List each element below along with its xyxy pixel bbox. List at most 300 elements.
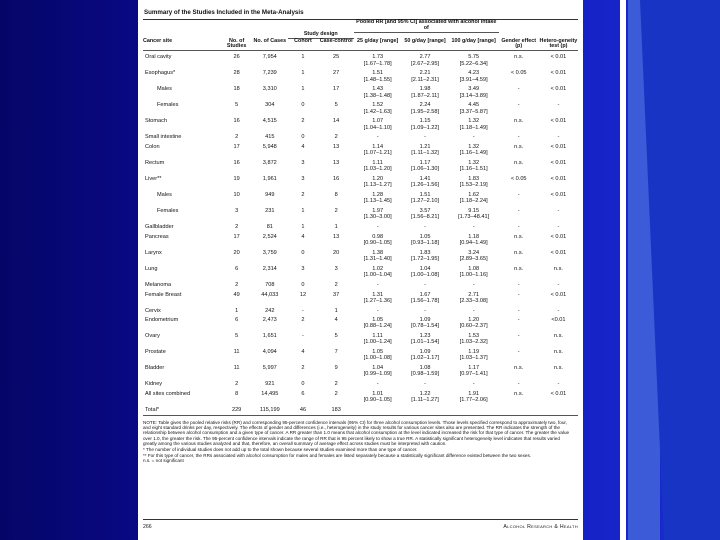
cell-ci-50: [1.02–1.17] <box>411 355 440 362</box>
cell-heterogeneity <box>539 116 578 132</box>
cell-studies-value: 2 <box>235 281 239 288</box>
cell-rr-100 <box>449 158 499 174</box>
cell-cohort-value: 0 <box>301 249 305 256</box>
cell-case-control-value: 2 <box>334 134 338 141</box>
cell-ci-50: [1.72–1.95] <box>411 255 440 262</box>
cell-cohort <box>288 389 319 405</box>
table-row <box>143 158 578 174</box>
cell-rr-100-value: 4.45 <box>468 102 480 109</box>
cell-rr-25 <box>354 248 401 264</box>
cell-heterogeneity <box>539 289 578 305</box>
cell-studies <box>221 232 252 248</box>
cell-cohort-value: 2 <box>301 192 305 199</box>
cell-cohort-value: 3 <box>301 176 305 183</box>
table-row <box>143 347 578 363</box>
bottom-rule <box>143 415 578 416</box>
table-row <box>143 289 578 305</box>
cell-heterogeneity-value: < 0.01 <box>550 176 567 183</box>
cell-rr-50 <box>401 206 448 222</box>
cell-rr-50 <box>401 405 448 415</box>
cell-rr-50 <box>401 389 448 405</box>
cell-rr-100-value: 1.18 <box>468 233 480 240</box>
cell-case-control <box>318 379 354 389</box>
cell-rr-100 <box>449 405 499 415</box>
table-row <box>143 190 578 206</box>
cell-studies-value: 20 <box>233 249 240 256</box>
cell-heterogeneity <box>539 363 578 379</box>
cell-cohort-value: 6 <box>301 391 305 397</box>
cell-case-control-value: 2 <box>334 208 338 215</box>
cell-cohort-value: 0 <box>301 281 305 288</box>
col-50g: 50 g/day [range] <box>404 37 446 44</box>
cell-rr-50-value: 2.24 <box>419 102 431 109</box>
cell-heterogeneity-value: - <box>557 381 560 388</box>
cell-ci-50: [1.27–2.10] <box>411 198 440 205</box>
cell-rr-25-value: 1.11 <box>372 333 383 340</box>
cell-ci-50: [1.56–1.78] <box>411 297 440 304</box>
cell-case-control <box>318 132 354 142</box>
cell-cohort-value: 3 <box>301 265 305 272</box>
cell-ci-100: [1.16–1.51] <box>459 166 488 173</box>
cell-case-control <box>318 315 354 331</box>
cell-case-control <box>318 174 354 190</box>
cell-site-value: Rectum <box>145 160 165 167</box>
cell-rr-100 <box>449 142 499 158</box>
cell-rr-25 <box>354 68 401 84</box>
cell-gender <box>499 405 539 415</box>
cell-rr-100-value: - <box>472 134 475 141</box>
cell-gender-value: < 0.05 <box>510 70 527 77</box>
cell-rr-50-value: 1.23 <box>419 333 431 340</box>
cell-rr-25-value: - <box>376 224 379 230</box>
cell-cases <box>252 142 288 158</box>
cell-cohort-value: 1 <box>301 70 305 77</box>
cell-heterogeneity <box>539 100 578 116</box>
document-page <box>138 0 583 540</box>
cell-rr-50 <box>401 68 448 84</box>
cell-rr-50-value: 1.21 <box>419 144 431 151</box>
cell-rr-50-value: 3.57 <box>419 208 431 215</box>
cell-rr-100-value: 1.83 <box>468 176 480 183</box>
cell-gender <box>499 132 539 142</box>
cell-cases <box>252 389 288 405</box>
cell-gender <box>499 280 539 290</box>
table-row <box>143 116 578 132</box>
cell-heterogeneity <box>539 331 578 347</box>
cell-heterogeneity-value: - <box>557 208 560 215</box>
cell-case-control-value: 3 <box>334 265 338 272</box>
cell-rr-25 <box>354 100 401 116</box>
cell-case-control-value: 1 <box>334 307 338 314</box>
cell-studies-value: 17 <box>233 144 240 151</box>
cell-rr-100 <box>449 379 499 389</box>
cell-rr-100-value: - <box>472 281 475 288</box>
cell-ci-50: [1.56–8.21] <box>411 214 440 221</box>
cell-rr-25 <box>354 190 401 206</box>
cell-case-control <box>318 100 354 116</box>
table-title: Summary of the Studies Included in the Meta-Analysis <box>144 9 304 16</box>
cell-rr-100 <box>449 363 499 379</box>
cell-case-control-value: 2 <box>334 281 338 288</box>
cell-rr-100 <box>449 331 499 347</box>
study-design-header: Study design <box>288 32 354 38</box>
cell-rr-100-value: 1.32 <box>468 160 480 167</box>
cell-gender-value: - <box>517 291 520 298</box>
cell-rr-25-value: 1.38 <box>372 249 384 256</box>
cell-rr-50 <box>401 379 448 389</box>
cell-gender-value: n.s. <box>514 265 524 272</box>
cell-site-value: Pancreas <box>145 233 169 240</box>
cell-ci-100: [1.18–2.24] <box>459 198 488 205</box>
cell-gender-value: n.s. <box>514 249 524 256</box>
cell-rr-25 <box>354 389 401 405</box>
cell-rr-25 <box>354 405 401 415</box>
cell-case-control-value: 8 <box>334 192 338 199</box>
cell-gender-value: n.s. <box>514 160 524 167</box>
cell-site-value: Oral cavity <box>145 54 172 61</box>
cell-cases-value: 7,954 <box>262 54 277 61</box>
cell-cases <box>252 116 288 132</box>
cell-site <box>143 84 221 100</box>
cell-cases <box>252 331 288 347</box>
cell-ci-25: [1.00–1.08] <box>363 355 392 362</box>
cell-ci-50: [1.87–2.11] <box>411 92 439 99</box>
cell-rr-50-value: 1.51 <box>419 192 431 199</box>
cell-rr-100-value: 5.75 <box>468 54 480 61</box>
summary-table <box>143 20 578 414</box>
cell-gender <box>499 389 539 405</box>
cell-cases <box>252 248 288 264</box>
cell-heterogeneity-value: - <box>557 102 560 109</box>
cell-studies <box>221 331 252 347</box>
cell-cohort <box>288 248 319 264</box>
cell-cohort <box>288 84 319 100</box>
cell-rr-50-value: 1.67 <box>419 291 431 298</box>
cell-rr-100 <box>449 206 499 222</box>
cell-rr-100 <box>449 52 499 68</box>
cell-rr-100 <box>449 347 499 363</box>
cell-ci-100: [0.97–1.41] <box>459 371 488 378</box>
cell-cases-value: 304 <box>265 102 275 109</box>
cell-rr-25-value: - <box>376 381 379 388</box>
cell-rr-100 <box>449 232 499 248</box>
note-line: ** For this type of cancer, the RRs associated with alcohol consumption for males and females are listed separately because a statistically significant difference existed between the two sexes. <box>143 452 532 458</box>
cell-rr-100 <box>449 222 499 232</box>
cell-gender-value: - <box>517 192 520 199</box>
cell-rr-100-value: 1.62 <box>468 192 480 199</box>
cell-rr-50 <box>401 264 448 280</box>
cell-site <box>143 347 221 363</box>
table-row <box>143 132 578 142</box>
cell-heterogeneity <box>539 315 578 331</box>
cell-cohort <box>288 347 319 363</box>
cell-gender <box>499 232 539 248</box>
table-row <box>143 68 578 84</box>
cell-heterogeneity-value: - <box>557 307 560 314</box>
cell-cohort <box>288 331 319 347</box>
cell-gender <box>499 305 539 315</box>
cell-site <box>143 68 221 84</box>
cell-heterogeneity <box>539 190 578 206</box>
cell-cases <box>252 132 288 142</box>
cell-case-control <box>318 206 354 222</box>
cell-rr-25-value: - <box>376 307 379 314</box>
cell-cases-value: 3,310 <box>262 86 277 93</box>
cell-rr-100 <box>449 174 499 190</box>
cell-studies <box>221 363 252 379</box>
cell-site-value: All sites combined <box>145 391 191 397</box>
cell-studies <box>221 248 252 264</box>
cell-rr-100 <box>449 248 499 264</box>
cell-studies <box>221 158 252 174</box>
cell-gender <box>499 116 539 132</box>
cell-case-control-value: 5 <box>334 102 338 109</box>
pooled-rr-header: Pooled RR [and 95% CI] associated with alcohol intake of <box>354 20 499 32</box>
cell-site <box>143 363 221 379</box>
cell-ci-25: [0.90–1.05] <box>363 239 392 246</box>
cell-rr-50-value: - <box>424 134 426 141</box>
cell-ci-100: [1.03–1.37] <box>459 355 488 362</box>
cell-case-control-value: 2 <box>334 391 338 397</box>
cell-cases <box>252 174 288 190</box>
cell-site <box>143 100 221 116</box>
cell-ci-100: [0.60–2.37] <box>459 323 488 330</box>
cell-ci-100: [1.18–1.49] <box>459 124 488 131</box>
cell-heterogeneity <box>539 142 578 158</box>
cell-studies-value: 3 <box>235 208 239 215</box>
table-row <box>143 100 578 116</box>
cell-cohort <box>288 315 319 331</box>
cell-cohort-value: 4 <box>301 233 305 240</box>
cell-rr-100 <box>449 315 499 331</box>
cell-cases-value: 1,961 <box>262 176 277 183</box>
cell-rr-50-value: 1.17 <box>419 160 431 167</box>
cell-rr-25 <box>354 305 401 315</box>
col-case-control: Case-control <box>319 38 353 45</box>
cell-site-value: Larynx <box>145 249 162 256</box>
cell-studies-value: 8 <box>235 391 239 397</box>
cell-rr-25 <box>354 280 401 290</box>
cell-studies-value: 11 <box>233 349 240 356</box>
cell-rr-50 <box>401 363 448 379</box>
cell-rr-50 <box>401 132 448 142</box>
cell-ci-100: [1.03–2.32] <box>459 339 488 346</box>
cell-cases <box>252 347 288 363</box>
cell-site-value: Total* <box>145 406 159 413</box>
cell-ci-100: [2.89–3.65] <box>459 255 488 262</box>
cell-ci-25: [1.13–1.27] <box>363 182 392 189</box>
table-row <box>143 84 578 100</box>
cell-cohort-value: - <box>302 307 304 314</box>
cell-rr-50-value: 1.22 <box>419 391 431 397</box>
col-heterogeneity: Hetero-geneity test (p) <box>539 37 578 50</box>
cell-rr-50 <box>401 280 448 290</box>
cell-rr-100-value: - <box>472 381 475 388</box>
cell-rr-25-value: 1.97 <box>372 208 384 215</box>
cell-site-value: Lung <box>145 265 158 272</box>
table-row <box>143 206 578 222</box>
table-row <box>143 405 578 415</box>
cell-rr-50 <box>401 190 448 206</box>
cell-rr-50-value: 1.05 <box>419 233 431 240</box>
cell-gender <box>499 100 539 116</box>
cell-heterogeneity-value: < 0.01 <box>550 54 567 61</box>
cell-studies <box>221 315 252 331</box>
cell-heterogeneity <box>539 347 578 363</box>
cell-cases <box>252 280 288 290</box>
cell-ci-25: [1.27–1.36] <box>363 297 392 304</box>
table-row <box>143 52 578 68</box>
cell-ci-50: [1.95–2.58] <box>411 108 440 115</box>
cell-rr-50 <box>401 142 448 158</box>
cell-case-control <box>318 347 354 363</box>
cell-studies-value: 19 <box>233 176 240 183</box>
cell-case-control <box>318 52 354 68</box>
cell-case-control-value: 16 <box>333 176 340 183</box>
cell-studies-value: 5 <box>235 333 239 340</box>
cell-ci-25: [1.00–1.04] <box>363 271 392 278</box>
cell-cohort-value: 0 <box>301 381 305 388</box>
cell-rr-25-value: 1.43 <box>372 86 384 93</box>
table-row <box>143 315 578 331</box>
cell-cases-value: 3,759 <box>262 249 277 256</box>
cell-studies <box>221 68 252 84</box>
cell-rr-25 <box>354 363 401 379</box>
cell-gender <box>499 142 539 158</box>
cell-cohort-value: 1 <box>301 208 305 215</box>
cell-studies <box>221 222 252 232</box>
cell-rr-100 <box>449 100 499 116</box>
cell-cohort <box>288 405 319 415</box>
cell-site-value: Prostate <box>145 349 166 356</box>
table-row <box>143 232 578 248</box>
cell-cohort <box>288 280 319 290</box>
cell-rr-100 <box>449 68 499 84</box>
cell-studies-value: 6 <box>235 317 239 324</box>
cell-gender-value: - <box>517 381 520 388</box>
cell-gender-value: - <box>517 86 520 93</box>
cell-rr-100 <box>449 132 499 142</box>
cell-rr-50-value: 1.83 <box>419 249 431 256</box>
cell-heterogeneity <box>539 52 578 68</box>
cell-studies <box>221 264 252 280</box>
cell-rr-25-value: - <box>376 281 379 288</box>
cell-case-control-value: 7 <box>334 349 338 356</box>
cell-cohort-value: 0 <box>301 134 305 141</box>
table-row <box>143 280 578 290</box>
table-row <box>143 248 578 264</box>
cell-cases-value: 1,651 <box>262 333 277 340</box>
cell-gender-value: - <box>517 349 520 356</box>
cell-cases <box>252 52 288 68</box>
cell-cohort-value: 1 <box>301 224 305 230</box>
cell-studies <box>221 142 252 158</box>
cell-heterogeneity <box>539 389 578 405</box>
cell-rr-25-value: - <box>376 134 379 141</box>
cell-case-control <box>318 305 354 315</box>
cell-gender-value: n.s. <box>514 391 524 397</box>
cell-studies-value: 2 <box>235 224 239 230</box>
cell-rr-50-value: 1.04 <box>419 265 431 272</box>
cell-ci-50: [2.11–2.31] <box>411 76 439 83</box>
cell-gender-value: - <box>517 208 520 215</box>
cell-ci-50: [0.98–1.59] <box>411 371 440 378</box>
cell-heterogeneity-value: < 0.01 <box>550 233 567 240</box>
cell-rr-100 <box>449 190 499 206</box>
cell-rr-100 <box>449 264 499 280</box>
cell-gender <box>499 264 539 280</box>
cell-rr-100-value: 1.19 <box>468 349 480 356</box>
cell-heterogeneity-value: - <box>557 224 560 230</box>
cell-ci-50: [1.11–1.32] <box>411 150 439 157</box>
cell-site-value: Female Breast <box>145 291 182 298</box>
cell-case-control <box>318 158 354 174</box>
cell-heterogeneity <box>539 280 578 290</box>
table-row <box>143 142 578 158</box>
cell-case-control-value: 4 <box>334 317 338 324</box>
cell-cases-value: 3,872 <box>262 160 277 167</box>
cell-gender-value: n.s. <box>514 365 524 372</box>
cell-cohort <box>288 305 319 315</box>
cell-rr-25 <box>354 264 401 280</box>
page-number: 266 <box>143 523 152 530</box>
cell-rr-100-value: 3.24 <box>468 249 480 256</box>
cell-ci-100: [1.00–1.16] <box>459 271 488 278</box>
cell-rr-50-value: - <box>424 281 426 288</box>
cell-cohort <box>288 232 319 248</box>
cell-site-value: Bladder <box>145 365 165 372</box>
cell-gender <box>499 315 539 331</box>
cell-ci-25: [1.13–1.45] <box>363 198 392 205</box>
cell-rr-25 <box>354 379 401 389</box>
cell-ci-100: [0.94–1.49] <box>459 239 488 246</box>
cell-rr-50-value: - <box>424 381 426 388</box>
cell-ci-25: [0.88–1.24] <box>363 323 392 330</box>
cell-heterogeneity-value: < 0.01 <box>550 70 567 77</box>
cell-cohort <box>288 379 319 389</box>
cell-cases <box>252 158 288 174</box>
cell-heterogeneity-value: < 0.01 <box>550 160 567 167</box>
header-row-top <box>143 20 578 32</box>
cell-cohort <box>288 264 319 280</box>
cell-rr-25-value: 1.02 <box>372 265 384 272</box>
col-cancer-site: Cancer site <box>143 37 173 44</box>
cell-cohort-value: 4 <box>301 349 305 356</box>
cell-studies-value: 49 <box>233 291 240 298</box>
header-row-columns <box>143 39 578 51</box>
cell-ci-25: [1.04–1.10] <box>363 124 392 131</box>
cell-rr-50-value: 1.41 <box>419 176 431 183</box>
cell-cohort-value: 3 <box>301 160 305 167</box>
cell-cohort <box>288 289 319 305</box>
cell-cohort-value: 4 <box>301 144 305 151</box>
cell-rr-25-value: 1.04 <box>372 365 384 372</box>
cell-studies <box>221 347 252 363</box>
cell-ci-25: [0.99–1.09] <box>363 371 392 378</box>
note-line: * The number of individual studies does not add up to the total shown because several studies examined more than one type of cancer. <box>143 446 418 452</box>
cell-rr-50-value: 1.09 <box>419 317 431 324</box>
cell-ci-25: [1.42–1.63] <box>363 108 392 115</box>
cell-studies <box>221 132 252 142</box>
cell-site <box>143 331 221 347</box>
cell-studies <box>221 84 252 100</box>
cell-site-value: Colon <box>145 144 160 151</box>
cell-cases-value: 415 <box>265 134 275 141</box>
cell-cases-value: 4,094 <box>262 349 277 356</box>
cell-studies-value: 2 <box>235 134 239 141</box>
col-no-studies: No. of Studies <box>226 37 247 50</box>
cell-case-control <box>318 248 354 264</box>
